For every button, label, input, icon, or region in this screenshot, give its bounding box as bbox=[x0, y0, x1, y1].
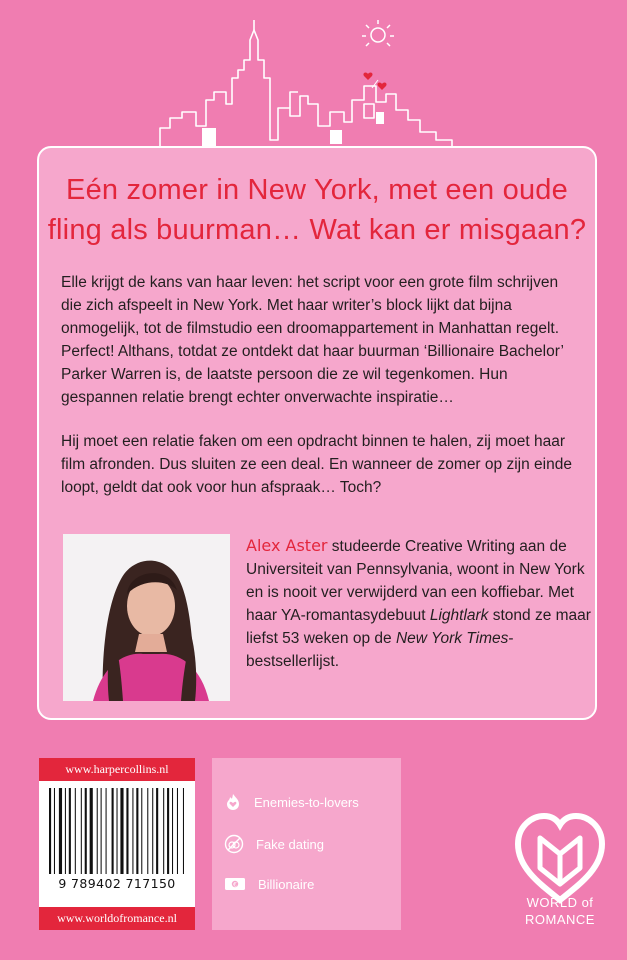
barcode-box bbox=[39, 758, 195, 930]
publisher-url[interactable]: www.harpercollins.nl bbox=[39, 758, 195, 781]
author-bio bbox=[246, 534, 591, 673]
new-york-skyline-illustration bbox=[0, 0, 627, 160]
flame-heart-icon bbox=[224, 792, 242, 812]
newspaper-title: New York Times bbox=[395, 630, 509, 647]
bio-text-1: studeerde Creative Writing aan de Universiteit van Pennsylvania, woont in New York en is nooit ver verwijderd van een koffiebar. Met haar YA-romantasydebuut bbox=[246, 538, 585, 624]
trope-tags bbox=[212, 758, 401, 930]
logo-text-line-2: ROMANCE bbox=[525, 912, 595, 927]
imprint-url[interactable]: www.worldofromance.nl bbox=[39, 907, 195, 930]
tagline-line-1: Eén zomer in New York, met een oude bbox=[66, 174, 568, 206]
tag-enemies-to-lovers bbox=[224, 790, 359, 814]
author-photo bbox=[63, 534, 230, 701]
synopsis bbox=[61, 271, 581, 520]
crossed-rings-icon bbox=[224, 834, 244, 854]
book-title: Lightlark bbox=[429, 607, 489, 624]
synopsis-paragraph-2: Hij moet een relatie faken om een opdracht binnen te halen, zij moet haar film afronden. Dus sluiten ze een deal. En wanneer de zomer op zijn einde loopt, geldt dat ook voor hun afspraak… Toch? bbox=[61, 433, 572, 496]
tag-label: Enemies-to-lovers bbox=[254, 794, 359, 810]
tag-label: Billionaire bbox=[258, 876, 315, 892]
money-icon bbox=[224, 876, 246, 892]
barcode bbox=[49, 788, 185, 874]
tag-fake-dating bbox=[224, 832, 324, 856]
tag-billionaire bbox=[224, 872, 314, 896]
bio-text-2: stond ze maar liefst 53 weken op de bbox=[246, 607, 591, 647]
tag-label: Fake dating bbox=[256, 836, 324, 852]
sun-icon bbox=[362, 20, 394, 46]
svg-text:€: € bbox=[233, 881, 237, 889]
isbn-number: 9 789402 717150 bbox=[58, 876, 176, 891]
hearts-icon bbox=[363, 73, 386, 90]
bio-text-3: -bestsellerlijst. bbox=[246, 630, 514, 670]
tagline bbox=[40, 170, 594, 250]
logo-text-line-1: WORLD of bbox=[526, 895, 594, 910]
synopsis-paragraph-1: Elle krijgt de kans van haar leven: het script voor een grote film schrijven die zich afspeelt in New York. Met haar writer’s block lijkt dat bijna onmogelijk, tot de filmstudio een droomappartement in Manhattan regelt. Perfect! Althans, totdat ze ontdekt dat haar buurman ‘Billionaire Bachelor’ Parker Warren is, de laatste persoon die ze wil tegenkomen. Hun gespannen relatie brengt echter onverwachte inspiratie… bbox=[61, 274, 564, 406]
author-name: Alex Aster bbox=[246, 536, 328, 555]
tagline-line-2: fling als buurman… Wat kan er misgaan? bbox=[47, 214, 587, 246]
